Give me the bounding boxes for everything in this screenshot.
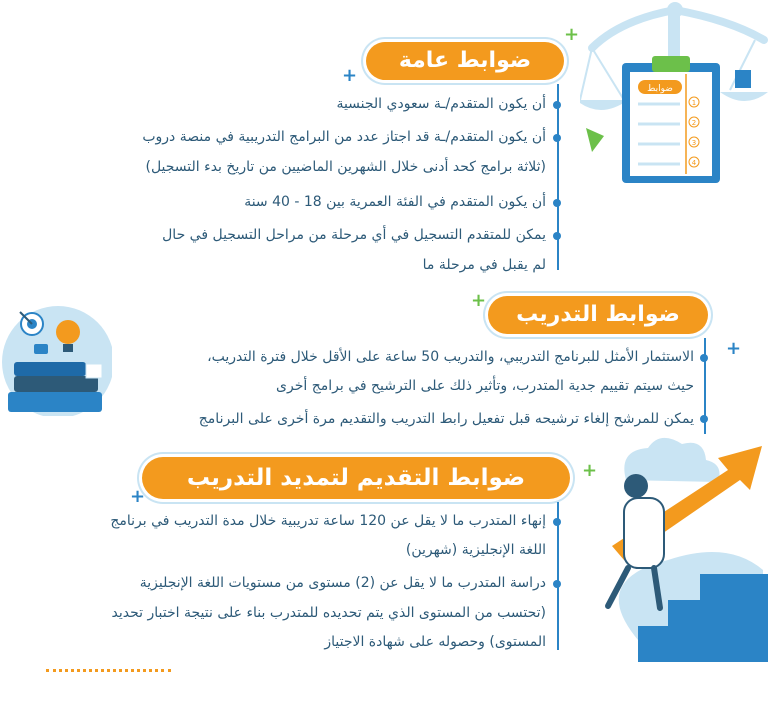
bullet-dot [553,518,561,526]
plus-decoration: + [726,338,742,359]
timeline-line-general [557,84,559,270]
section-title-extension: ضوابط التقديم لتمديد التدريب [142,457,570,499]
clipboard-icon [622,56,720,183]
general-rule-2: أن يكون المتقدم/ـة قد اجتاز عدد من البرامج التدريبية في منصة دروب [142,129,546,145]
target-icon [20,312,43,335]
general-rule-1: أن يكون المتقدم/ـة سعودي الجنسية [336,96,546,112]
plus-decoration: + [130,486,146,507]
general-rule-4-cont: لم يقبل في مرحلة ما [422,257,546,273]
bullet-dot [553,134,561,142]
bullet-dot [700,354,708,362]
dotted-divider [46,669,171,672]
bullet-dot [553,232,561,240]
training-rule-2: يمكن للمرشح إلغاء ترشيحه قبل تفعيل رابط التدريب والتقديم مرة أخرى على البرنامج [198,411,694,427]
extension-rule-1-cont: اللغة الإنجليزية (شهرين) [405,542,546,558]
general-rule-4: يمكن للمتقدم التسجيل في أي مرحلة من مراحل التسجيل في حال [162,227,546,243]
extension-rule-2-cont: (تحتسب من المستوى الذي يتم تحديده للمتدرب بناء على نتيجة اختبار تحديد [111,605,546,621]
training-rule-1-cont: حيث سيتم تقييم جدية المتدرب، وتأثير ذلك على الترشيح في برامج أخرى [276,378,694,394]
svg-text:4: 4 [691,159,697,167]
svg-text:2: 2 [691,119,697,127]
svg-text:ضوابط: ضوابط [647,84,673,94]
plus-decoration: + [564,24,580,45]
bullet-dot [553,101,561,109]
plus-decoration: + [471,290,487,311]
triangle-decoration [586,128,604,152]
bullet-dot [553,580,561,588]
svg-text:1: 1 [691,99,697,107]
balance-scale-illustration [580,0,768,190]
growth-illustration [578,430,768,670]
video-icon [34,344,48,354]
extension-rule-2: دراسة المتدرب ما لا يقل عن (2) مستوى من مستويات اللغة الإنجليزية [139,575,546,591]
extension-rule-2-cont2: المستوى) وحصوله على شهادة الاجتياز [324,634,546,650]
section-title-general: ضوابط عامة [366,42,564,80]
svg-text:3: 3 [691,139,697,147]
books-icon [8,362,102,412]
section-title-training: ضوابط التدريب [488,296,708,334]
training-rule-1: الاستثمار الأمثل للبرنامج التدريبي، والتدريب 50 ساعة على الأقل خلال فترة التدريب، [207,349,694,365]
extension-rule-1: إنهاء المتدرب ما لا يقل عن 120 ساعة تدريبية خلال مدة التدريب في برنامج [110,513,546,529]
general-rule-2-cont: (ثلاثة برامج كحد أدنى خلال الشهرين الماضيين من تاريخ بدء التسجيل) [145,159,546,175]
plus-decoration: + [342,65,358,86]
bullet-dot [700,415,708,423]
books-illustration [0,292,112,416]
plus-decoration: + [582,460,598,481]
general-rule-3: أن يكون المتقدم في الفئة العمرية بين 18 - 40 سنة [244,194,546,210]
bullet-dot [553,199,561,207]
